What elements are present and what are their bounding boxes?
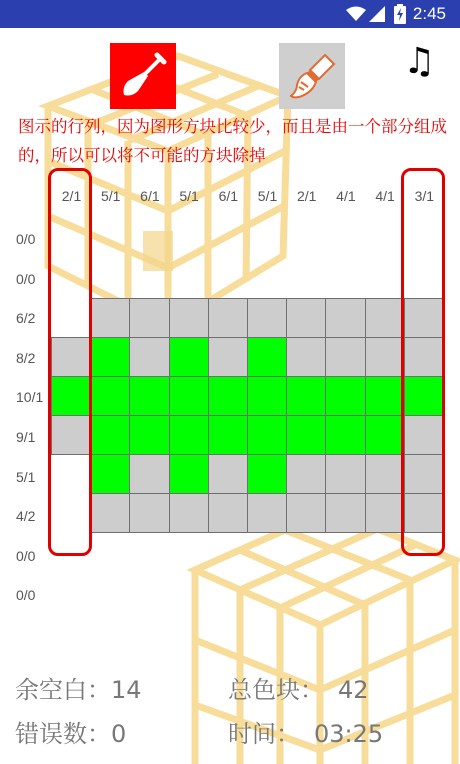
column-clue: 5/1	[179, 188, 199, 204]
grid-cell[interactable]	[129, 415, 169, 455]
grid-cell[interactable]	[90, 337, 130, 377]
grid-cell[interactable]	[169, 298, 209, 338]
column-clue: 6/1	[218, 188, 239, 204]
grid-cell[interactable]	[129, 298, 169, 338]
grid-cell[interactable]	[325, 298, 365, 338]
grid-cell[interactable]	[247, 454, 287, 494]
grid-cell[interactable]	[247, 493, 287, 533]
error-count-value: 0	[111, 720, 127, 748]
grid-cell[interactable]	[247, 298, 287, 338]
column-clue: 5/1	[100, 188, 121, 204]
grid-cell[interactable]	[286, 376, 326, 416]
grid-cell[interactable]	[365, 415, 405, 455]
row-clue: 5/1	[16, 468, 36, 485]
grid-cell[interactable]	[365, 337, 405, 377]
music-toggle-button[interactable]	[403, 41, 439, 84]
column-clue: 4/1	[336, 188, 356, 204]
total-blocks-stat	[228, 670, 369, 705]
row-clue: 0/0	[16, 587, 36, 604]
column-clue: 2/1	[61, 188, 82, 204]
music-note-icon: ♫	[403, 41, 436, 82]
grid-cell[interactable]	[90, 493, 130, 533]
grid-cell[interactable]	[325, 376, 365, 416]
grid-cell[interactable]	[208, 415, 248, 455]
grid-cell[interactable]	[325, 415, 365, 455]
grid-cell[interactable]	[90, 454, 130, 494]
column-clue: 5/1	[257, 188, 278, 204]
status-time: 2:45	[412, 4, 446, 23]
row-clue: 8/2	[16, 349, 36, 366]
remaining-blank-stat	[15, 670, 142, 705]
total-blocks-label: 总色块：	[228, 676, 324, 704]
brush-tool-button[interactable]	[279, 43, 345, 109]
row-clue: 4/2	[16, 508, 36, 525]
column-clue: 3/1	[414, 188, 435, 204]
row-clue: 10/1	[16, 389, 44, 406]
grid-cell[interactable]	[286, 454, 326, 494]
grid-cell[interactable]	[169, 376, 209, 416]
elapsed-time-value: 03:25	[314, 720, 384, 748]
signal-icon	[369, 6, 385, 22]
grid-cell[interactable]	[129, 376, 169, 416]
grid-cell[interactable]	[247, 415, 287, 455]
elapsed-time-stat	[228, 714, 383, 749]
grid-cell[interactable]	[129, 493, 169, 533]
row-clue: 0/0	[16, 270, 36, 287]
column-clue: 6/1	[140, 188, 160, 204]
grid-cell[interactable]	[169, 454, 209, 494]
grid-cell[interactable]	[325, 493, 365, 533]
grid-cell[interactable]	[208, 493, 248, 533]
grid-cell[interactable]	[365, 454, 405, 494]
status-bar	[0, 0, 460, 28]
grid-cell[interactable]	[90, 415, 130, 455]
elapsed-time-label: 时间：	[228, 720, 300, 748]
highlight-right-column	[401, 168, 445, 556]
error-count-stat	[15, 714, 126, 749]
grid-cell[interactable]	[286, 415, 326, 455]
grid-cell[interactable]	[325, 454, 365, 494]
battery-icon	[394, 4, 406, 24]
grid-cell[interactable]	[169, 337, 209, 377]
row-clue: 0/0	[16, 547, 36, 564]
grid-cell[interactable]	[208, 337, 248, 377]
column-clue: 4/1	[375, 188, 395, 204]
grid-cell[interactable]	[365, 376, 405, 416]
row-clue: 6/2	[16, 310, 36, 327]
total-blocks-value: 42	[338, 676, 369, 704]
grid-cell[interactable]	[129, 454, 169, 494]
grid-cell[interactable]	[208, 376, 248, 416]
grid-cell[interactable]	[286, 337, 326, 377]
error-count-label: 错误数：	[15, 720, 111, 748]
column-clue: 2/1	[296, 188, 317, 204]
grid-cell[interactable]	[325, 337, 365, 377]
grid-cell[interactable]	[247, 376, 287, 416]
paint-brush-icon	[279, 43, 345, 109]
grid-cell[interactable]	[169, 493, 209, 533]
remaining-blank-label: 余空白：	[15, 676, 111, 704]
grid-cell[interactable]	[286, 298, 326, 338]
grid-cell[interactable]	[129, 337, 169, 377]
grid-cell[interactable]	[208, 454, 248, 494]
grid-cell[interactable]	[90, 298, 130, 338]
wifi-icon	[346, 6, 366, 22]
grid-cell[interactable]	[365, 493, 405, 533]
row-clue: 0/0	[16, 231, 36, 247]
grid-cell[interactable]	[365, 298, 405, 338]
remaining-blank-value: 14	[111, 676, 142, 704]
grid-cell[interactable]	[286, 493, 326, 533]
shovel-tool-button[interactable]	[110, 43, 176, 109]
grid-cell[interactable]	[169, 415, 209, 455]
highlight-left-column	[48, 168, 92, 556]
shovel-icon	[110, 43, 176, 109]
row-clue: 9/1	[16, 429, 36, 445]
grid-cell[interactable]	[247, 337, 287, 377]
grid-cell[interactable]	[208, 298, 248, 338]
grid-cell[interactable]	[90, 376, 130, 416]
hint-text: 图示的行列，因为图形方块比较少，而且是由一个部分组成的，所以可以将不可能的方块除掉	[18, 117, 447, 165]
